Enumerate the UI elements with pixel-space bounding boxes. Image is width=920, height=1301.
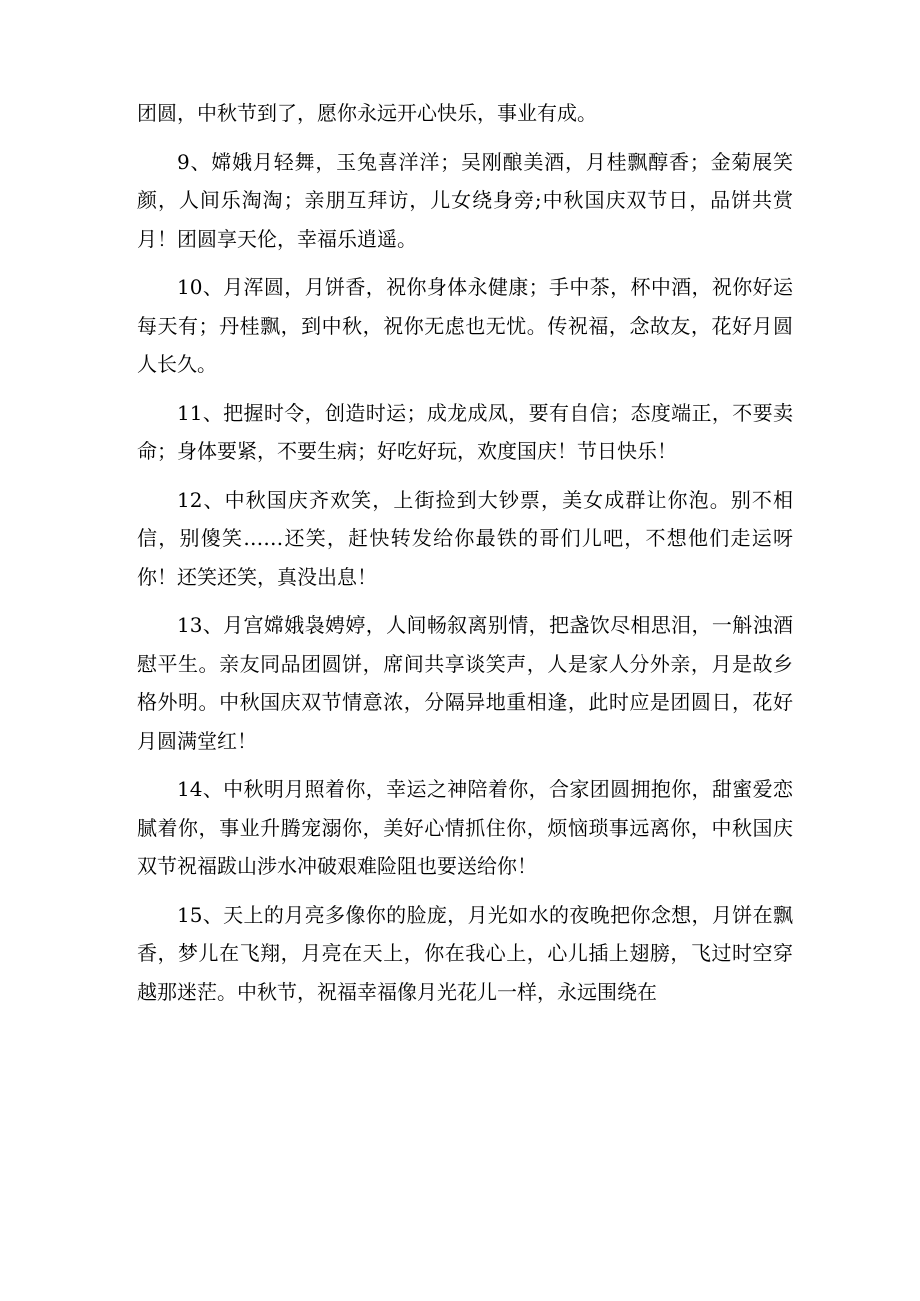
paragraph-continuation: 团圆，中秋节到了，愿你永远开心快乐，事业有成。 bbox=[137, 101, 597, 125]
paragraph-11: 11、把握时令，创造时运；成龙成凤，要有自信；态度端正，不要卖命；身体要紧，不要生病；好吃好玩，欢度国庆！节日快乐！ bbox=[137, 400, 793, 463]
paragraph-12: 12、中秋国庆齐欢笑，上街捡到大钞票，美女成群让你泡。别不相信，别傻笑……还笑，赶快转发给你最铁的哥们儿吧，不想他们走运呀你！还笑还笑，真没出息！ bbox=[137, 487, 793, 589]
paragraph-10: 10、月浑圆，月饼香，祝你身体永健康；手中茶，杯中酒，祝你好运每天有；丹桂飘，到中秋，祝你无虑也无忧。传祝福，念故友，花好月圆人长久。 bbox=[137, 275, 793, 376]
document-body bbox=[137, 94, 793, 1021]
paragraph-9: 9、嫦娥月轻舞，玉兔喜洋洋；吴刚酿美酒，月桂飘醇香；金菊展笑颜，人间乐淘淘；亲朋互拜访，儿女绕身旁;中秋国庆双节日，品饼共赏月！团圆享天伦，幸福乐逍遥。 bbox=[137, 149, 793, 251]
paragraph-14: 14、中秋明月照着你，幸运之神陪着你，合家团圆拥抱你，甜蜜爱恋腻着你，事业升腾宠溺你，美好心情抓住你，烦恼琐事远离你，中秋国庆双节祝福跋山涉水冲破艰难险阻也要送给你！ bbox=[137, 777, 793, 878]
paragraph-15: 15、天上的月亮多像你的脸庞，月光如水的夜晚把你念想，月饼在飘香，梦儿在飞翔，月亮在天上，你在我心上，心儿插上翅膀，飞过时空穿越那迷茫。中秋节，祝福幸福像月光花儿一样，永远围绕在 bbox=[137, 902, 793, 1004]
paragraph-13: 13、月宫嫦娥袅娉婷，人间畅叙离别情，把盏饮尽相思泪，一斛浊酒慰平生。亲友同品团圆饼，席间共享谈笑声，人是家人分外亲，月是故乡格外明。中秋国庆双节情意浓，分隔异地重相逢，此时应是团圆日，花好月圆满堂红！ bbox=[137, 613, 793, 753]
